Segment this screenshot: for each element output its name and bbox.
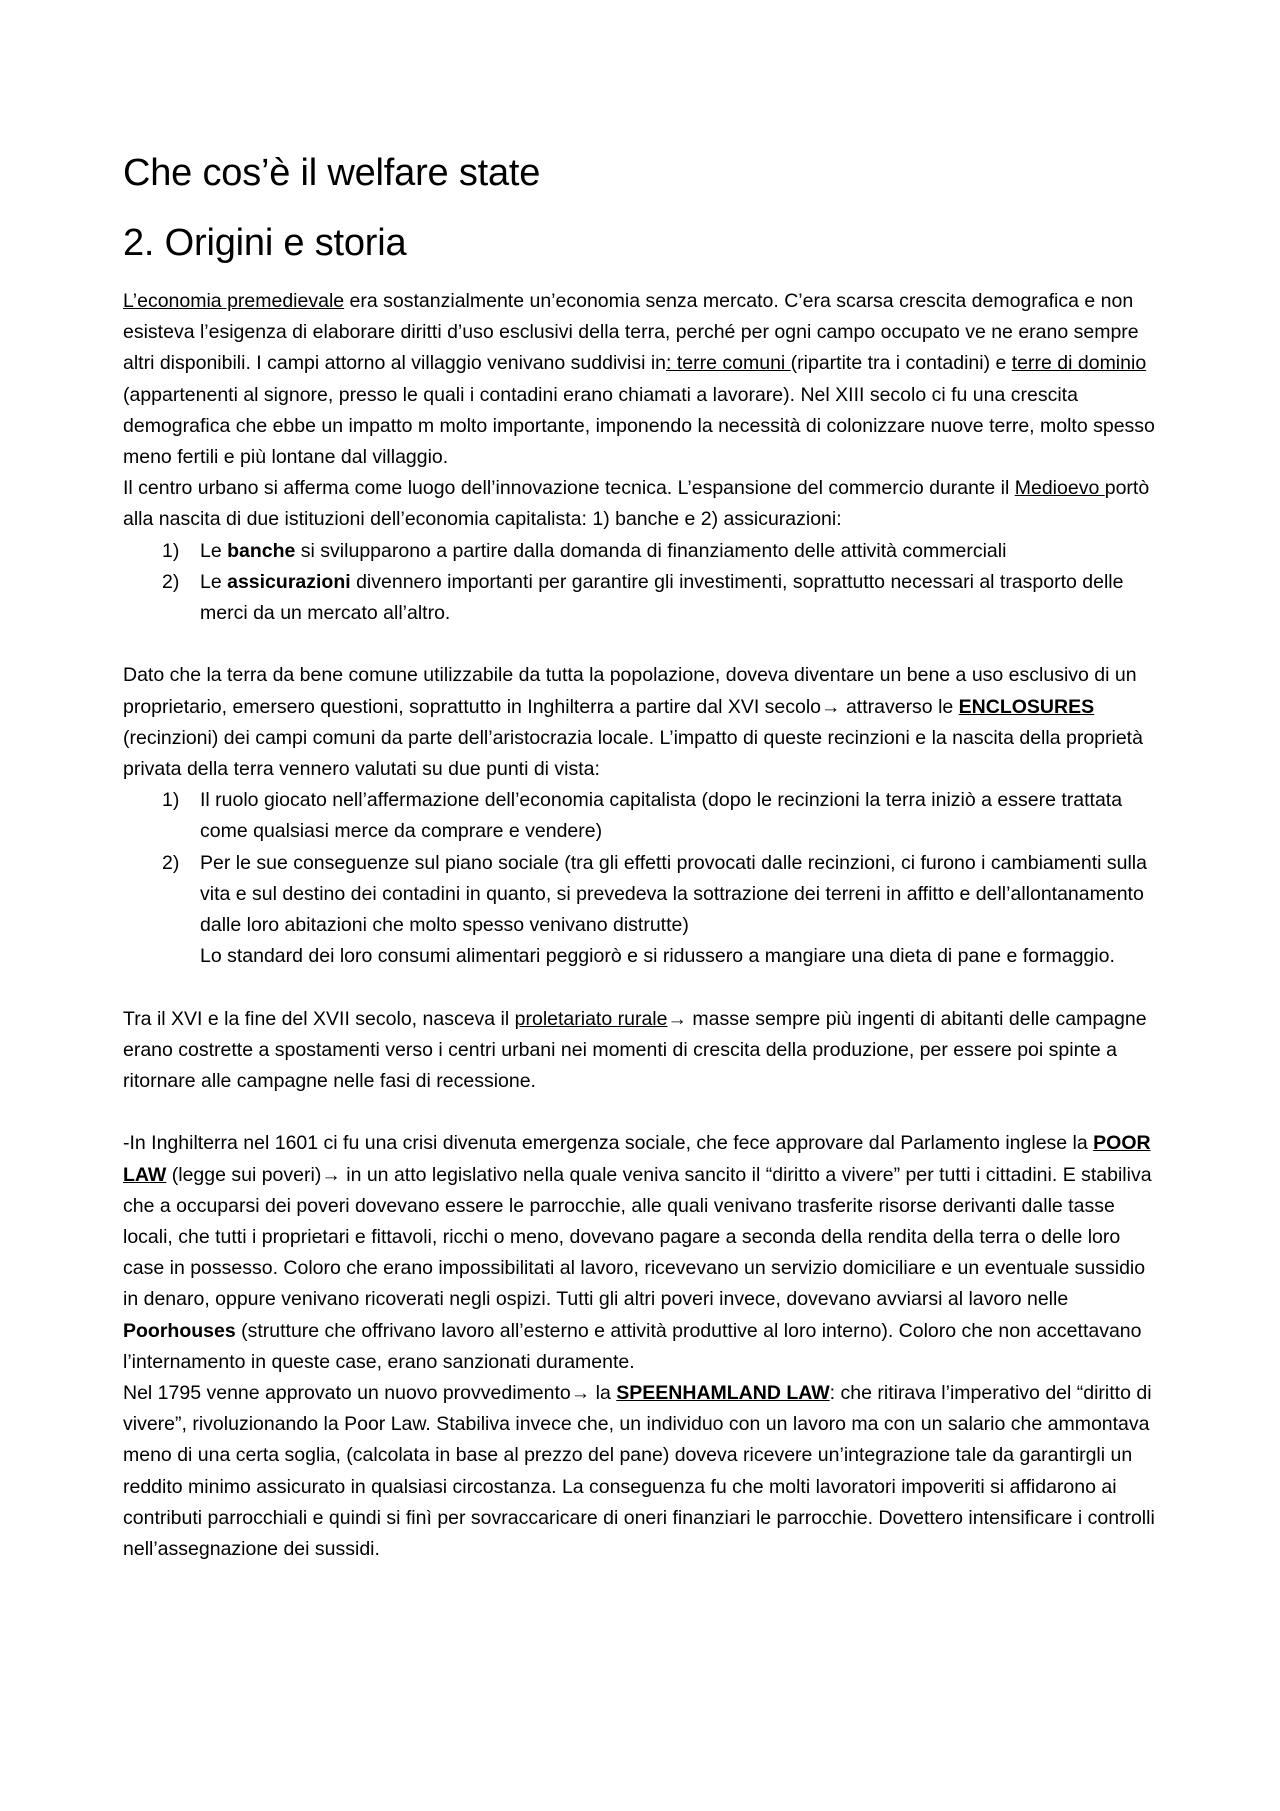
paragraph-urban-center: Il centro urbano si afferma come luogo dell’innovazione tecnica. L’espansione del commercio durante il Medioevo portò alla nascita di due istituzioni dell’economia capitalista: 1) banche e 2) assicurazioni: [123,477,1150,531]
bold-term: Poorhouses [123,1319,236,1342]
arrow-icon: → [570,1382,591,1405]
list-number: 1) [162,539,180,562]
list-item-continuation: Lo standard dei loro consumi alimentari peggiorò e si ridussero a mangiare una dieta di pane e formaggio. [200,945,1115,968]
arrow-icon: → [321,1163,341,1186]
list-institutions [123,536,1163,630]
blank-line [123,629,1163,660]
arrow-icon: → [821,695,841,718]
bold-underlined-term: SPEENHAMLAND LAW [616,1382,830,1405]
list-number: 2) [162,570,180,593]
list-item: 1) Il ruolo giocato nell’affermazione dell’economia capitalista (dopo le recinzioni la terra iniziò a essere trattata come qualsiasi merce da comprare e vendere) [123,785,1163,847]
paragraph-enclosures: Dato che la terra da bene comune utilizzabile da tutta la popolazione, doveva diventare un bene a uso esclusivo di un proprietario, emersero questioni, soprattutto in Inghilterra a partire dal XVI secolo→ attraverso le ENCLOSURES (recinzioni) dei campi comuni da parte dell’aristocrazia locale. L’impatto di queste recinzioni e la nascita della proprietà privata della terra vennero valutati su due punti di vista: [123,664,1143,781]
bold-term: assicurazioni [227,570,351,593]
blank-line [123,1097,1163,1128]
underlined-term: terre di dominio [1011,352,1147,375]
list-item: 2) Le assicurazioni divennero importanti per garantire gli investimenti, soprattutto necessari al trasporto delle merci da un mercato all’altro. [123,567,1163,629]
underlined-term: Medioevo [1014,477,1105,500]
paragraph-premedieval-economy: L’economia premedievale era sostanzialmente un’economia senza mercato. C’era scarsa crescita demografica e non esisteva l’esigenza di elaborare diritti d’uso esclusivi della terra, perché per ogni campo occupato ve ne erano sempre altri disponibili. I campi attorno al villaggio venivano suddivisi in: terre comuni (ripartite tra i contadini) e terre di dominio (appartenenti al signore, presso le quali i contadini erano chiamati a lavorare). Nel XIII secolo ci fu una crescita demografica che ebbe un impatto m molto importante, imponendo la necessità di colonizzare nuove terre, molto spesso meno fertili e più lontane dal villaggio. [123,290,1155,469]
blank-line [123,972,1163,1003]
bold-underlined-term: POOR LAW [123,1132,1151,1186]
underlined-term: proletariato rurale [514,1007,668,1030]
paragraph-poor-law: -In Inghilterra nel 1601 ci fu una crisi divenuta emergenza sociale, che fece approvare dal Parlamento inglese la POOR LAW (legge sui poveri)→ in un atto legislativo nella quale veniva sancito il “diritto a vivere” per tutti i cittadini. E stabiliva che a occuparsi dei poveri dovevano essere le parrocchie, alle quali venivano trasferite risorse derivanti dalle tasse locali, che tutti i proprietari e fittavoli, ricchi o meno, dovevano pagare a seconda della rendita della terra o delle loro case in possesso. Coloro che erano impossibilitati al lavoro, ricevevano un servizio domiciliare e un eventuale sussidio in denaro, oppure venivano ricoverati negli ospizi. Tutti gli altri poveri invece, dovevano avviarsi al lavoro nelle Poorhouses (strutture che offrivano lavoro all’esterno e attività produttive al loro interno). Coloro che non accettavano l’internamento in queste case, erano sanzionati duramente. [123,1132,1152,1373]
underlined-term: L’economia premedievale [123,290,345,312]
paragraph-rural-proletariat: Tra il XVI e la fine del XVII secolo, nasceva il proletariato rurale→ masse sempre più ingenti di abitanti delle campagne erano costrette a spostamenti verso i centri urbani nei momenti di crescita della produzione, per essere poi spinte a ritornare alle campagne nelle fasi di recessione. [123,1007,1147,1093]
document-title: Che cos’è il welfare state [123,152,541,194]
list-number: 2) [162,851,180,874]
list-item: 1) Le banche si svilupparono a partire dalla domanda di finanziamento delle attività commerciali [123,536,1163,567]
bold-underlined-term: ENCLOSURES [958,695,1095,718]
bold-term: banche [227,539,296,562]
paragraph-speenhamland-law: Nel 1795 venne approvato un nuovo provvedimento→ la SPEENHAMLAND LAW: che ritirava l’imperativo del “diritto di vivere”, rivoluzionando la Poor Law. Stabiliva invece che, un individuo con un lavoro ma con un salario che ammontava meno di una certa soglia, (calcolata in base al prezzo del pane) doveva ricevere un’integrazione tale da garantirgli un reddito minimo assicurato in qualsiasi circostanza. La conseguenza fu che molti lavoratori impoveriti si affidarono ai contributi parrocchiali e quindi si finì per sovraccaricare di oneri finanziari le parrocchie. Dovettero intensificare i controlli nell’assegnazione dei sussidi. [123,1382,1155,1561]
list-points-of-view [123,785,1163,972]
list-item: 2) Per le sue conseguenze sul piano sociale (tra gli effetti provocati dalle recinzioni, ci furono i cambiamenti sulla vita e sul destino dei contadini in quanto, si prevedeva la sottrazione dei terreni in affitto e dell’allontanamento dalle loro abitazioni che molto spesso venivano distrutte) Lo standard dei loro consumi alimentari peggiorò e si ridussero a mangiare una dieta di pane e formaggio. [123,848,1163,973]
arrow-icon: → [667,1007,687,1030]
list-number: 1) [162,789,180,812]
document-page [123,150,1163,1565]
section-heading: 2. Origini e storia [123,222,407,264]
underlined-term: : terre comuni [666,352,791,375]
